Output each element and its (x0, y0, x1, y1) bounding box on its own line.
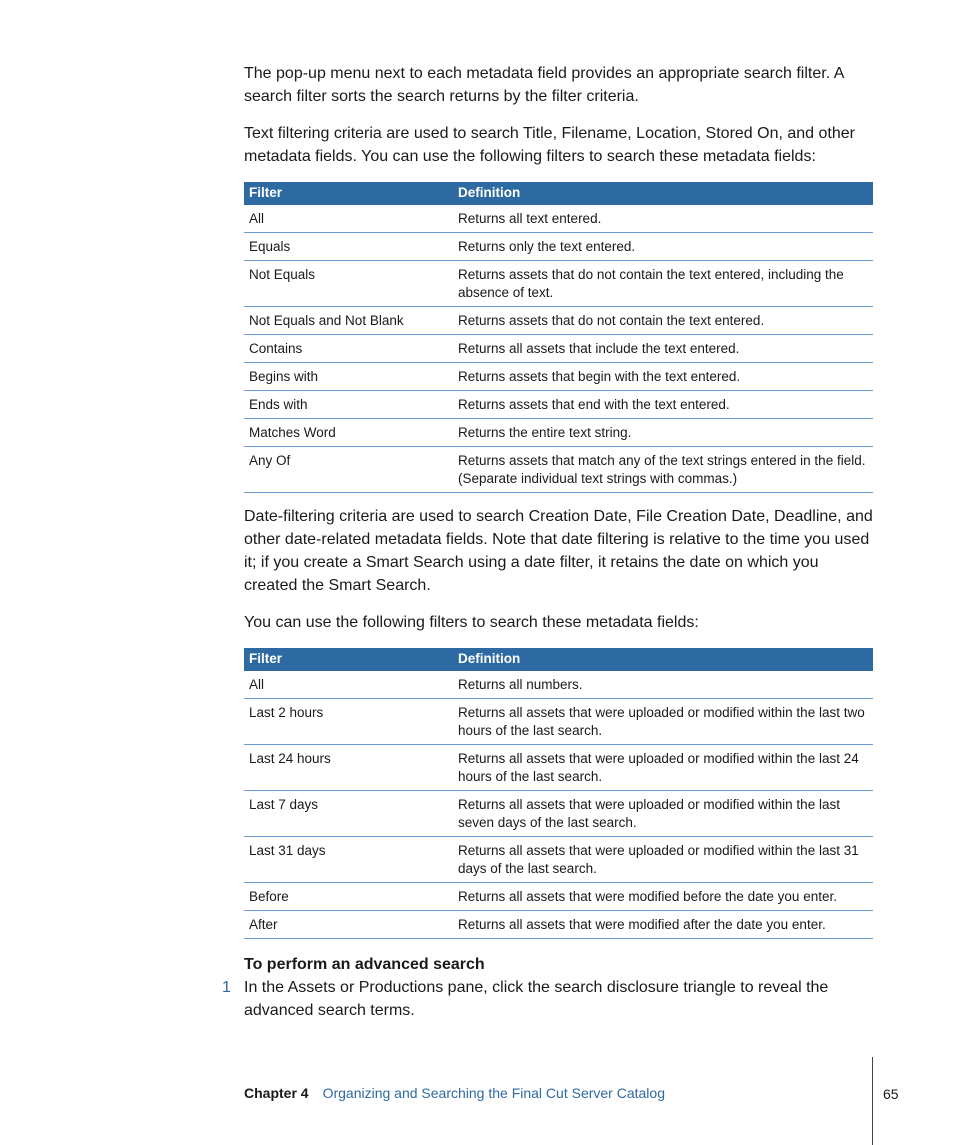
table-row (244, 363, 873, 391)
filter-name: Before (244, 883, 453, 911)
filter-definition: Returns all assets that were uploaded or modified within the last 24 hours of the last search. (453, 745, 873, 791)
table-row (244, 205, 873, 233)
paragraph-date-filters-intro: You can use the following filters to search these metadata fields: (244, 614, 699, 631)
filter-name: Matches Word (244, 419, 453, 447)
table-row (244, 791, 873, 837)
filter-definition: Returns assets that do not contain the text entered, including the absence of text. (453, 261, 873, 307)
table-row (244, 699, 873, 745)
filter-definition: Returns all assets that were modified before the date you enter. (453, 883, 873, 911)
filter-definition: Returns assets that match any of the text strings entered in the field. (Separate individual text strings with commas.) (453, 447, 873, 493)
filter-definition: Returns all assets that were uploaded or modified within the last two hours of the last search. (453, 699, 873, 745)
filter-definition: Returns all text entered. (453, 205, 873, 233)
filter-definition: Returns all numbers. (453, 671, 873, 699)
text-filter-table (244, 182, 873, 493)
filter-name: Last 31 days (244, 837, 453, 883)
date-filter-table (244, 648, 873, 939)
filter-definition: Returns the entire text string. (453, 419, 873, 447)
filter-definition: Returns only the text entered. (453, 233, 873, 261)
filter-name: Begins with (244, 363, 453, 391)
table-row (244, 335, 873, 363)
header-filter: Filter (244, 182, 453, 205)
footer-chapter-title: Organizing and Searching the Final Cut Server Catalog (322, 1085, 665, 1101)
filter-name: Last 2 hours (244, 699, 453, 745)
filter-definition: Returns assets that begin with the text entered. (453, 363, 873, 391)
header-definition: Definition (453, 182, 873, 205)
table-row (244, 671, 873, 699)
filter-name: Equals (244, 233, 453, 261)
filter-name: Contains (244, 335, 453, 363)
header-filter: Filter (244, 648, 453, 671)
page-footer (244, 1085, 884, 1101)
table-header-row (244, 182, 873, 205)
table-header-row (244, 648, 873, 671)
table-row (244, 391, 873, 419)
footer-divider (872, 1057, 873, 1145)
filter-definition: Returns all assets that were uploaded or modified within the last 31 days of the last search. (453, 837, 873, 883)
table-row (244, 911, 873, 939)
filter-name: Last 7 days (244, 791, 453, 837)
filter-name: Ends with (244, 391, 453, 419)
table-row (244, 745, 873, 791)
paragraph-date-filtering: Date-filtering criteria are used to search Creation Date, File Creation Date, Deadline, and other date-related metadata fields. Note that date filtering is relative to the time you used it; if you create a Smart Search using a date filter, it retains the date on which you created the Smart Search. (244, 508, 873, 594)
table-row (244, 883, 873, 911)
footer-chapter: Chapter 4 (244, 1085, 309, 1101)
filter-name: Not Equals and Not Blank (244, 307, 453, 335)
task-heading: To perform an advanced search (244, 956, 485, 973)
filter-definition: Returns all assets that were uploaded or modified within the last seven days of the last search. (453, 791, 873, 837)
table-row (244, 307, 873, 335)
table-row (244, 837, 873, 883)
table-row (244, 419, 873, 447)
filter-name: Any Of (244, 447, 453, 493)
paragraph-text-filtering: Text filtering criteria are used to search Title, Filename, Location, Stored On, and other metadata fields. You can use the following filters to search these metadata fields: (244, 125, 855, 165)
table-row (244, 447, 873, 493)
header-definition: Definition (453, 648, 873, 671)
filter-definition: Returns assets that do not contain the text entered. (453, 307, 873, 335)
page-content (222, 62, 874, 1022)
step-number: 1 (222, 979, 231, 996)
task-step (222, 976, 874, 1022)
filter-name: All (244, 205, 453, 233)
page-number: 65 (883, 1086, 899, 1102)
filter-name: Not Equals (244, 261, 453, 307)
filter-definition: Returns all assets that include the text entered. (453, 335, 873, 363)
filter-name: All (244, 671, 453, 699)
filter-definition: Returns assets that end with the text entered. (453, 391, 873, 419)
filter-name: After (244, 911, 453, 939)
table-row (244, 233, 873, 261)
paragraph-intro: The pop-up menu next to each metadata field provides an appropriate search filter. A search filter sorts the search returns by the filter criteria. (244, 65, 844, 105)
filter-name: Last 24 hours (244, 745, 453, 791)
table-row (244, 261, 873, 307)
filter-definition: Returns all assets that were modified after the date you enter. (453, 911, 873, 939)
step-text: In the Assets or Productions pane, click the search disclosure triangle to reveal the advanced search terms. (244, 979, 829, 1019)
